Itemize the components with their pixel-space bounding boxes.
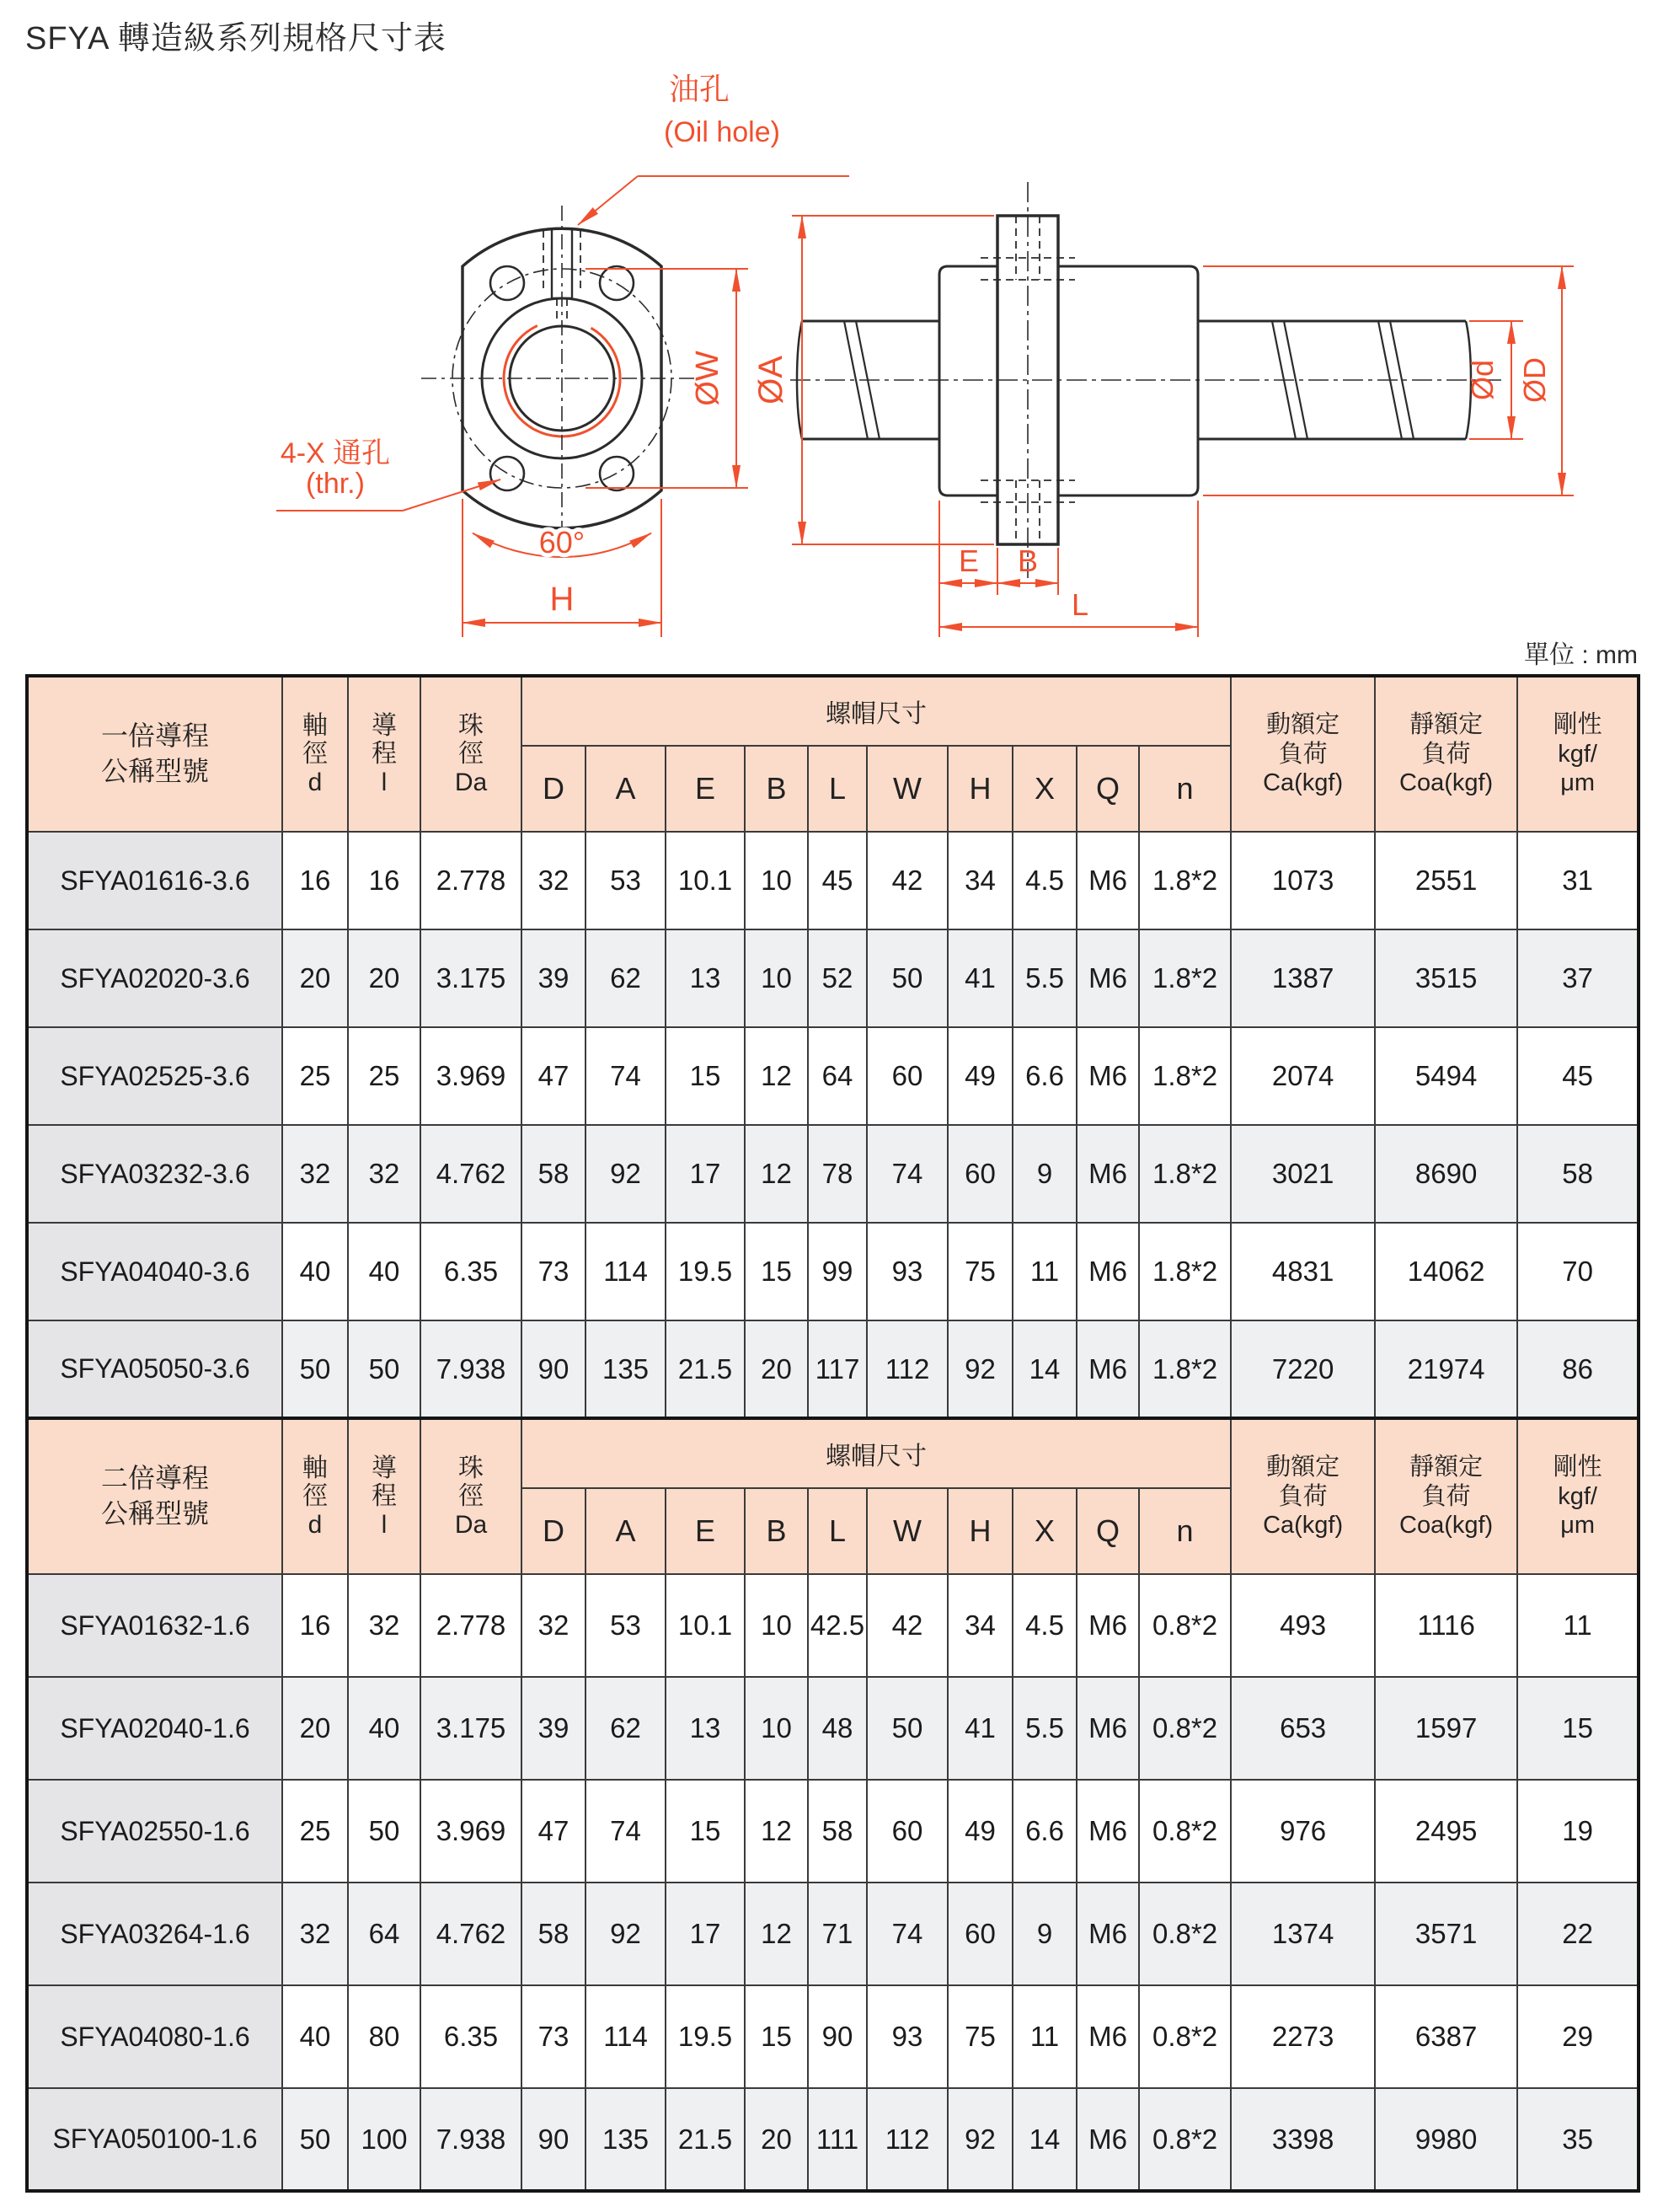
spec-cell: 50 [348,1780,420,1883]
spec-cell: 5494 [1375,1027,1517,1125]
spec-cell: 45 [808,832,867,929]
spec-cell: 92 [586,1883,666,1985]
spec-cell: 90 [521,2088,586,2191]
dim-col-header: Q [1077,1488,1139,1574]
spec-cell: 1.8*2 [1139,1223,1231,1320]
spec-cell: 50 [348,1320,420,1418]
spec-cell: M6 [1077,832,1139,929]
spec-cell: 1.8*2 [1139,1027,1231,1125]
spec-cell: 12 [745,1027,808,1125]
spec-cell: 0.8*2 [1139,1780,1231,1883]
model-cell: SFYA02525-3.6 [27,1027,282,1125]
shaft-dia-header: 軸 徑 d [282,676,348,832]
spec-cell: M6 [1077,1027,1139,1125]
spec-cell: 114 [586,1985,666,2088]
spec-cell: 4.762 [420,1883,521,1985]
lead-header: 導 程 l [348,676,420,832]
spec-cell: 15 [666,1027,745,1125]
spec-cell: 70 [1517,1223,1639,1320]
spec-cell: 32 [521,1574,586,1677]
spec-cell: 49 [948,1780,1013,1883]
dynamic-load-header: 動額定 負荷 Ca(kgf) [1231,676,1375,832]
spec-cell: 12 [745,1883,808,1985]
front-view-dimensions [276,176,849,637]
spec-cell: 6.35 [420,1223,521,1320]
spec-cell: 21.5 [666,1320,745,1418]
dim-col-header: E [666,746,745,832]
spec-cell: 74 [867,1883,948,1985]
spec-cell: M6 [1077,1677,1139,1780]
spec-cell: 50 [867,1677,948,1780]
spec-cell: 86 [1517,1320,1639,1418]
spec-cell: 62 [586,929,666,1027]
spec-cell: 92 [586,1125,666,1223]
model-col-header: 一倍導程 公稱型號 [27,676,282,832]
spec-cell: 1374 [1231,1883,1375,1985]
spec-cell: 32 [282,1883,348,1985]
spec-cell: 16 [282,832,348,929]
spec-cell: 0.8*2 [1139,1574,1231,1677]
dim-col-header: X [1013,746,1077,832]
spec-cell: M6 [1077,929,1139,1027]
spec-cell: 74 [586,1027,666,1125]
spec-cell: 75 [948,1223,1013,1320]
spec-cell: 40 [282,1223,348,1320]
spec-cell: 40 [348,1677,420,1780]
spec-cell: 2.778 [420,1574,521,1677]
page-title: SFYA 轉造級系列規格尺寸表 [25,21,446,56]
spec-cell: 1.8*2 [1139,929,1231,1027]
spec-cell: 40 [282,1985,348,2088]
dim-W-label: ØW [690,351,725,406]
dim-col-header: Q [1077,746,1139,832]
spec-cell: 92 [948,2088,1013,2191]
spec-cell: 15 [745,1223,808,1320]
spec-cell: 1.8*2 [1139,832,1231,929]
dim-col-header: A [586,1488,666,1574]
unit-label: 單位 : mm [1524,641,1638,669]
dim-col-header: H [948,1488,1013,1574]
spec-cell: 25 [282,1027,348,1125]
spec-cell: 34 [948,832,1013,929]
spec-cell: 4831 [1231,1223,1375,1320]
dim-col-header: H [948,746,1013,832]
spec-cell: 3.969 [420,1780,521,1883]
spec-cell: 58 [808,1780,867,1883]
spec-cell: 93 [867,1985,948,2088]
spec-cell: 90 [521,1320,586,1418]
spec-cell: 15 [1517,1677,1639,1780]
dim-d-label: Ød [1465,359,1500,401]
spec-cell: 9 [1013,1125,1077,1223]
spec-cell: 60 [867,1780,948,1883]
spec-cell: 25 [348,1027,420,1125]
spec-cell: 20 [348,929,420,1027]
shaft-dia-header: 軸 徑 d [282,1418,348,1574]
spec-cell: 13 [666,1677,745,1780]
spec-cell: 10 [745,929,808,1027]
static-load-header: 靜額定 負荷 Coa(kgf) [1375,1418,1517,1574]
dim-col-header: L [808,746,867,832]
static-load-header: 靜額定 負荷 Coa(kgf) [1375,676,1517,832]
dim-col-header: A [586,746,666,832]
spec-cell: 80 [348,1985,420,2088]
through-hole-label-en: (thr.) [306,468,365,500]
spec-cell: 58 [1517,1125,1639,1223]
spec-cell: 10 [745,832,808,929]
spec-cell: 74 [586,1780,666,1883]
dim-B-label: B [1017,544,1039,578]
spec-cell: 53 [586,1574,666,1677]
dim-A-label: ØA [752,356,789,404]
spec-cell: 37 [1517,929,1639,1027]
spec-cell: 21974 [1375,1320,1517,1418]
spec-cell: 112 [867,1320,948,1418]
spec-cell: M6 [1077,1223,1139,1320]
spec-cell: 976 [1231,1780,1375,1883]
spec-cell: 93 [867,1223,948,1320]
spec-cell: 2495 [1375,1780,1517,1883]
spec-cell: M6 [1077,1883,1139,1985]
spec-cell: 31 [1517,832,1639,929]
dim-col-header: X [1013,1488,1077,1574]
spec-cell: 49 [948,1027,1013,1125]
spec-cell: 3021 [1231,1125,1375,1223]
spec-cell: 39 [521,1677,586,1780]
spec-cell: 0.8*2 [1139,1985,1231,2088]
dim-L-label: L [1071,587,1089,622]
spec-cell: 64 [348,1883,420,1985]
side-view [790,182,1506,578]
spec-cell: 4.5 [1013,832,1077,929]
spec-cell: 2.778 [420,832,521,929]
spec-cell: 13 [666,929,745,1027]
spec-cell: 62 [586,1677,666,1780]
spec-cell: 8690 [1375,1125,1517,1223]
dim-E-label: E [958,544,980,578]
spec-cell: 0.8*2 [1139,1677,1231,1780]
spec-cell: 19.5 [666,1223,745,1320]
nut-dims-header: 螺帽尺寸 [521,676,1231,746]
spec-cell: 60 [948,1125,1013,1223]
spec-cell: 14 [1013,1320,1077,1418]
spec-cell: 32 [348,1574,420,1677]
model-col-header: 二倍導程 公稱型號 [27,1418,282,1574]
spec-cell: 20 [282,1677,348,1780]
technical-drawing [0,37,1663,686]
spec-cell: 60 [867,1027,948,1125]
spec-cell: 53 [586,832,666,929]
stiffness-header: 剛性 kgf/ μm [1517,1418,1639,1574]
spec-cell: 10 [745,1574,808,1677]
spec-cell: 99 [808,1223,867,1320]
spec-cell: M6 [1077,2088,1139,2191]
spec-cell: 50 [867,929,948,1027]
spec-cell: 9 [1013,1883,1077,1985]
dim-col-header: D [521,746,586,832]
angle-60-label: 60° [538,525,586,560]
spec-cell: 73 [521,1985,586,2088]
spec-cell: 17 [666,1125,745,1223]
spec-cell: 60 [948,1883,1013,1985]
spec-cell: 50 [282,1320,348,1418]
spec-cell: 1116 [1375,1574,1517,1677]
spec-cell: 493 [1231,1574,1375,1677]
spec-cell: 135 [586,1320,666,1418]
spec-cell: M6 [1077,1320,1139,1418]
spec-cell: M6 [1077,1780,1139,1883]
stiffness-header: 剛性 kgf/ μm [1517,676,1639,832]
spec-cell: 40 [348,1223,420,1320]
model-cell: SFYA03264-1.6 [27,1883,282,1985]
spec-cell: 11 [1013,1223,1077,1320]
model-cell: SFYA05050-3.6 [27,1320,282,1418]
spec-cell: 111 [808,2088,867,2191]
spec-cell: 39 [521,929,586,1027]
spec-table-container [25,674,1638,2193]
spec-cell: 1073 [1231,832,1375,929]
spec-cell: 71 [808,1883,867,1985]
spec-cell: 2551 [1375,832,1517,929]
spec-cell: 58 [521,1883,586,1985]
spec-cell: 9980 [1375,2088,1517,2191]
dynamic-load-header: 動額定 負荷 Ca(kgf) [1231,1418,1375,1574]
spec-cell: 5.5 [1013,929,1077,1027]
spec-cell: M6 [1077,1574,1139,1677]
spec-cell: 20 [282,929,348,1027]
model-cell: SFYA03232-3.6 [27,1125,282,1223]
model-cell: SFYA04080-1.6 [27,1985,282,2088]
spec-cell: 6.6 [1013,1027,1077,1125]
model-cell: SFYA02550-1.6 [27,1780,282,1883]
spec-cell: 16 [282,1574,348,1677]
spec-cell: 653 [1231,1677,1375,1780]
spec-cell: 47 [521,1027,586,1125]
spec-cell: 5.5 [1013,1677,1077,1780]
spec-cell: 4.5 [1013,1574,1077,1677]
spec-cell: 32 [282,1125,348,1223]
spec-cell: 52 [808,929,867,1027]
spec-cell: 17 [666,1883,745,1985]
spec-cell: 3398 [1231,2088,1375,2191]
model-cell: SFYA01616-3.6 [27,832,282,929]
spec-cell: M6 [1077,1985,1139,2088]
lead-header: 導 程 l [348,1418,420,1574]
spec-cell: 45 [1517,1027,1639,1125]
spec-table [25,674,1640,2193]
spec-cell: 0.8*2 [1139,1883,1231,1985]
spec-cell: 74 [867,1125,948,1223]
spec-cell: 3.175 [420,929,521,1027]
spec-cell: 1.8*2 [1139,1125,1231,1223]
spec-cell: 1597 [1375,1677,1517,1780]
spec-cell: 78 [808,1125,867,1223]
spec-cell: 6.35 [420,1985,521,2088]
spec-cell: 0.8*2 [1139,2088,1231,2191]
spec-cell: 58 [521,1125,586,1223]
spec-cell: 41 [948,929,1013,1027]
dim-D-label: ØD [1517,357,1552,403]
spec-cell: 112 [867,2088,948,2191]
spec-cell: 12 [745,1780,808,1883]
spec-cell: 6387 [1375,1985,1517,2088]
through-hole-label-zh: 4-X 通孔 [280,437,391,469]
spec-cell: 14062 [1375,1223,1517,1320]
spec-cell: 10 [745,1677,808,1780]
spec-cell: 7220 [1231,1320,1375,1418]
dim-col-header: B [745,746,808,832]
spec-cell: 34 [948,1574,1013,1677]
spec-cell: 15 [666,1780,745,1883]
spec-cell: 100 [348,2088,420,2191]
spec-cell: 14 [1013,2088,1077,2191]
spec-cell: 41 [948,1677,1013,1780]
spec-cell: 75 [948,1985,1013,2088]
spec-cell: 42.5 [808,1574,867,1677]
spec-cell: 22 [1517,1883,1639,1985]
spec-cell: 19.5 [666,1985,745,2088]
spec-cell: 10.1 [666,1574,745,1677]
spec-cell: 42 [867,832,948,929]
spec-cell: 16 [348,832,420,929]
dim-col-header: n [1139,746,1231,832]
spec-cell: 3.969 [420,1027,521,1125]
spec-cell: 20 [745,1320,808,1418]
spec-cell: 64 [808,1027,867,1125]
spec-cell: 3571 [1375,1883,1517,1985]
spec-cell: 3.175 [420,1677,521,1780]
spec-cell: 50 [282,2088,348,2191]
spec-cell: 117 [808,1320,867,1418]
spec-cell: 11 [1013,1985,1077,2088]
spec-cell: 114 [586,1223,666,1320]
spec-cell: 20 [745,2088,808,2191]
dim-col-header: W [867,1488,948,1574]
spec-cell: 4.762 [420,1125,521,1223]
spec-cell: 15 [745,1985,808,2088]
spec-cell: 92 [948,1320,1013,1418]
spec-cell: 32 [348,1125,420,1223]
dim-col-header: D [521,1488,586,1574]
nut-dims-header: 螺帽尺寸 [521,1418,1231,1488]
model-cell: SFYA04040-3.6 [27,1223,282,1320]
spec-cell: 42 [867,1574,948,1677]
model-cell: SFYA02020-3.6 [27,929,282,1027]
spec-cell: 21.5 [666,2088,745,2191]
dim-col-header: E [666,1488,745,1574]
model-cell: SFYA050100-1.6 [27,2088,282,2191]
spec-cell: 7.938 [420,1320,521,1418]
spec-cell: 90 [808,1985,867,2088]
ball-dia-header: 珠 徑 Da [420,676,521,832]
spec-cell: 10.1 [666,832,745,929]
spec-cell: 32 [521,832,586,929]
spec-cell: 11 [1517,1574,1639,1677]
spec-cell: 19 [1517,1780,1639,1883]
dim-col-header: L [808,1488,867,1574]
spec-cell: 7.938 [420,2088,521,2191]
spec-cell: 2273 [1231,1985,1375,2088]
dim-col-header: W [867,746,948,832]
spec-cell: 1387 [1231,929,1375,1027]
spec-cell: 12 [745,1125,808,1223]
spec-cell: 6.6 [1013,1780,1077,1883]
model-cell: SFYA01632-1.6 [27,1574,282,1677]
spec-cell: 48 [808,1677,867,1780]
dim-col-header: B [745,1488,808,1574]
spec-cell: 47 [521,1780,586,1883]
dim-H-label: H [549,581,575,618]
spec-cell: 73 [521,1223,586,1320]
spec-cell: 135 [586,2088,666,2191]
spec-cell: M6 [1077,1125,1139,1223]
oil-hole-label-zh: 油孔 [668,72,730,106]
spec-cell: 3515 [1375,929,1517,1027]
model-cell: SFYA02040-1.6 [27,1677,282,1780]
spec-cell: 1.8*2 [1139,1320,1231,1418]
dim-col-header: n [1139,1488,1231,1574]
ball-dia-header: 珠 徑 Da [420,1418,521,1574]
spec-cell: 2074 [1231,1027,1375,1125]
spec-cell: 29 [1517,1985,1639,2088]
oil-hole-label-en: (Oil hole) [664,116,780,148]
spec-cell: 35 [1517,2088,1639,2191]
spec-cell: 25 [282,1780,348,1883]
